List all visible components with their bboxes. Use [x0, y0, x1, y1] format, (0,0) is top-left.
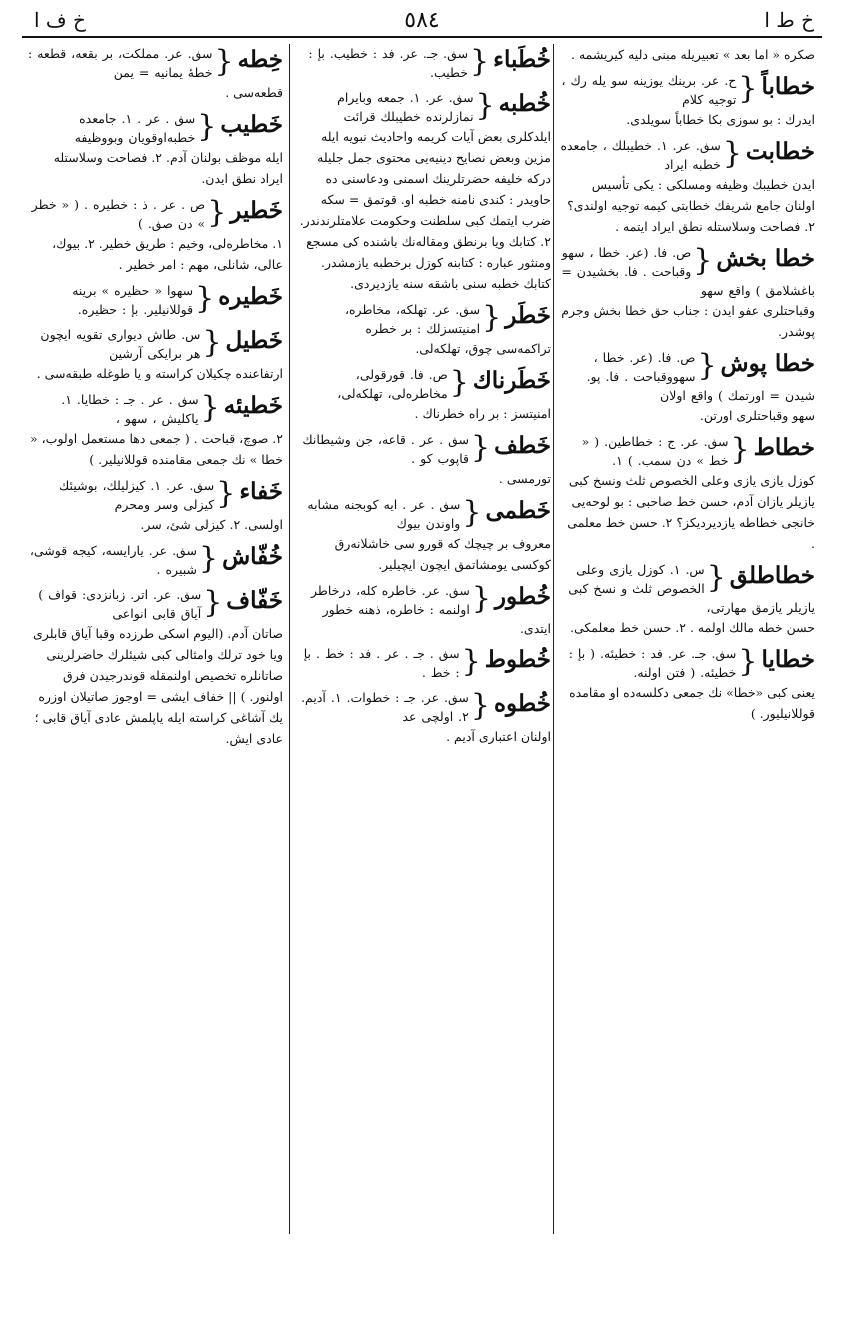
headword: خطا بخش: [716, 245, 815, 272]
entry-grammar-note: سڧ . عر . ايه كوبجنه مشابه واوندن بيوك: [307, 497, 461, 531]
headword-block: [238, 45, 283, 75]
brace-mark: {: [730, 432, 750, 467]
headword-block: [494, 431, 551, 461]
entry-definition: معروف بر چيچك كه قورو سى خاشلانه‌رق كوكسى يومشاتمق ايچون ايچيلير.: [334, 536, 551, 572]
entry-definition: صاتان آدم. (اليوم اسكى طرزده وقبا آياق قابلرى ويا خود ترلك وامثالى كبى شيئلرك حاضرلرينى صاتانلره تخصيص اولنمقله قوندرجيدن فرق اولنور. ) || خفاف ايشى = اوجوز صاتيلان اوزره يك آشاغى كراسته ايله ياپلمش عادى آياق قابى ؛ عادى ايش.: [33, 626, 283, 746]
brace-mark: {: [722, 136, 742, 171]
dictionary-entry: [560, 44, 815, 65]
entry-grammar-note: سهوا « حظيره » برينه قوللانيلير. بإ : حظيره.: [72, 283, 194, 317]
headword-block: [716, 244, 815, 274]
headword: خَفاء: [239, 478, 283, 505]
headword: خطاط: [753, 434, 815, 461]
entry-definition: اولسى. ٢. كيزلى شئ، سر.: [140, 517, 283, 532]
dictionary-entry: [296, 300, 551, 359]
brace-mark: {: [197, 109, 217, 144]
headword-block: [230, 196, 283, 226]
brace-mark: {: [462, 495, 482, 530]
dictionary-entry: [296, 581, 551, 638]
header-left-guide-word: خ ف ا: [34, 8, 86, 32]
headword-block: [220, 110, 283, 140]
headword: خَفّاف: [226, 587, 283, 614]
brace-mark: {: [195, 281, 215, 316]
entry-definition: ارتفاعنده چكيلان كراسته و يا طوغله طبقه‌سى .: [36, 366, 283, 381]
entry-grammar-note: ح. عر. برينك يوزينه سو يله رك ، توجيه كلام: [561, 73, 737, 107]
entry-definition: قطعه‌سى .: [225, 85, 283, 100]
dictionary-entry: [560, 644, 815, 724]
headword: خَطيب: [220, 111, 283, 138]
entry-definition: حسن خطه مالك اولمه . ٢. حسن خط معلمكى.: [570, 620, 815, 635]
brace-mark: {: [697, 348, 717, 383]
brace-mark: {: [738, 71, 758, 106]
dictionary-entry: [28, 541, 283, 579]
headword: خُطوه: [493, 690, 551, 717]
entry-grammar-note: سڧ. عر. تهلكه، مخاطره، امنيتسزلك : بر خطره: [344, 302, 481, 336]
brace-mark: {: [738, 644, 758, 679]
headword-block: [746, 137, 815, 167]
headword: خُطور: [494, 583, 551, 610]
brace-mark: {: [482, 300, 502, 335]
brace-mark: {: [470, 44, 490, 79]
brace-mark: {: [207, 195, 227, 230]
entry-definition: ايدرك : بو سوزى بكا خطاباً سويلدى.: [626, 112, 815, 127]
entry-grammar-note: سڧ . عر . قاعه، جن وشيطانك قاپوب كو .: [302, 432, 469, 466]
page-header: [22, 6, 822, 38]
dictionary-entry: [560, 71, 815, 130]
dictionary-entry: [560, 136, 815, 237]
brace-mark: {: [216, 476, 236, 511]
entry-grammar-note: ص . عر . ذ : خطيره . ( « خطر » دن صڧ. ): [31, 197, 206, 231]
entry-grammar-note: سڧ. عر. خاطره كله، درخاطر اولنمه : خاطره، ذهنه خطور ايتدى.: [310, 583, 551, 636]
entry-definition: ايله موظف بولنان آدم. ٢. فصاحت وسلاستله ايراد نطق ايدن.: [53, 150, 283, 186]
brace-mark: {: [461, 644, 481, 679]
headword-block: [485, 496, 551, 526]
entry-definition: امنيتسز : بر راه خطرناك .: [414, 406, 551, 421]
brace-mark: {: [471, 581, 491, 616]
brace-mark: {: [470, 688, 490, 723]
headword-block: [239, 477, 283, 507]
brace-mark: {: [198, 541, 219, 576]
headword-block: [505, 301, 551, 331]
dictionary-entry: [28, 281, 283, 319]
entry-definition: سهو وقباحتلرى اورتن.: [699, 408, 815, 423]
header-right-guide-word: خ ط ا: [764, 8, 814, 32]
entry-grammar-note: سڧ. جـ. عر. فد : خطيئه. ( بإ : خطيئه. ( فتن اولنه.: [568, 646, 737, 680]
headword: خَطَرناك: [472, 367, 551, 394]
dictionary-entry: [560, 560, 815, 638]
dictionary-entry: [296, 44, 551, 82]
column-divider: [289, 44, 290, 1234]
column-middle: [296, 44, 551, 1244]
brace-mark: {: [200, 390, 220, 425]
brace-mark: {: [214, 44, 234, 79]
headword: خَطمى: [485, 497, 551, 524]
headword-block: [721, 349, 815, 379]
headword: خُطبه: [498, 90, 551, 117]
entry-grammar-note: سڧ . عر . ١. جامعده خطبه‌اوقويان وبووظيفه: [74, 111, 196, 145]
headword: خطاباً: [761, 73, 815, 100]
entry-grammar-note: سڧ. عر. ج : خطاطين. ( « خط » دن سمب. ) ١.: [581, 434, 729, 468]
headword-block: [499, 89, 551, 119]
headword-block: [493, 45, 551, 75]
entry-grammar-note: سڧ. عر. ١. كيزليلك، بوشيئك كيزلى وسر ومحرم: [59, 478, 215, 512]
headword-block: [761, 645, 815, 675]
headword-block: [485, 645, 551, 675]
entry-definition: تورمسى .: [498, 471, 551, 486]
headword-block: [226, 586, 283, 616]
headword-block: [218, 282, 283, 312]
headword: خُفّاش: [222, 543, 283, 570]
entry-grammar-note: ص. فا. (عر. خطا ، سهووقباحت . فا. پو. شيدن = اورتمك ) واقع اولان: [586, 350, 815, 403]
dictionary-entry: [28, 325, 283, 384]
headword: خُطوط: [484, 646, 551, 673]
entry-definition: تراكمه‌سى چوق، تهلكه‌لى.: [415, 341, 551, 356]
headword-block: [226, 326, 283, 356]
entry-definition: يعنى كبى «خطا» نك جمعى دكلسه‌ده او مقامده قوللانيليور. ): [569, 685, 815, 721]
entry-definition: اولنان اعتبارى آديم .: [446, 729, 551, 744]
entry-grammar-note: سڧ. جـ. عر. فد : خطيب. بإ : خطيب.: [308, 46, 469, 80]
entry-grammar-note: سڧ. عر. اتر. زبانزدى: قواف ) آياق قابى انواعى: [38, 587, 202, 621]
entry-grammar-note: س. طاش ديوارى تقويه ايچون هر برايكى آرشين: [40, 327, 201, 361]
headword-block: [761, 72, 815, 102]
headword: خُطَباء: [493, 46, 551, 73]
brace-mark: {: [475, 88, 495, 123]
dictionary-entry: [560, 432, 815, 554]
dictionary-entry: [296, 430, 551, 489]
dictionary-entry: [296, 644, 551, 682]
headword: خطا پوش: [720, 350, 815, 377]
headword: خَطيئه: [223, 392, 283, 419]
entry-definition: كوزل يازى يازى وعلى الخصوص ثلث ونسخ كبى يازيلر يازان آدم، حسن خط صاحبى : بو لوحه‌يى خانجى خطاطه يازديرديكز؟ ٢. حسن خط معلمى .: [567, 473, 815, 551]
column-divider: [553, 44, 554, 1234]
headword: خطاطلق: [729, 562, 815, 589]
dictionary-entry: [28, 585, 283, 749]
entry-definition: وقباحتلرى عفو ايدن : جناب حق خطا بخش وجرم پوشدر.: [561, 303, 815, 339]
entry-definition: ٢. صوچ، قباحت . ( جمعى دها مستعمل اولوب، « خطا » نك جمعى مقامنده قوللانيلير. ): [30, 431, 283, 467]
entry-definition: ١. مخاطره‌لى، وخيم : طريق خطير. ٢. بيوك، عالى، شانلى، مهم : امر خطير .: [52, 236, 283, 272]
dictionary-entry: [28, 109, 283, 189]
dictionary-entry: [28, 195, 283, 275]
headword-block: [222, 542, 283, 572]
headword-block: [754, 433, 815, 463]
brace-mark: {: [449, 365, 469, 400]
headword-block: [495, 582, 551, 612]
headword: خَطيل: [225, 327, 283, 354]
page-number: ٥٨٤: [404, 8, 440, 33]
headword-block: [473, 366, 551, 396]
entry-grammar-note: سڧ . جـ . عر . فد : خط . بإ : خط .: [303, 646, 460, 680]
entry-grammar-note: ص. فا. (عر. خطا ، سهو وقباحت . فا. بخشيدن = باغشلامق ) واقع سهو: [561, 245, 815, 298]
headword: خطابت: [745, 138, 815, 165]
dictionary-entry: [28, 44, 283, 103]
entry-grammar-note: سڧ . عر . جـ : خطايا. ١. ياكليش ، سهو ،: [61, 392, 199, 426]
headword: خَطير: [230, 197, 283, 224]
entry-definition: ايدن خطيبك وظيفه ومسلكى : يكى تأسيس اولنان جامع شريفك خطابتى كيمه توجيه اولندى؟ ٢. فصاحت وسلاستله نطق ايراد ايتمه .: [567, 177, 815, 234]
brace-mark: {: [202, 325, 222, 360]
entry-grammar-note: ص. فا. قورقولى، مخاطره‌لى، تهلكه‌لى،: [337, 367, 448, 401]
dictionary-entry: [560, 348, 815, 426]
headword-block: [224, 391, 283, 421]
headword: خَطيره: [218, 283, 283, 310]
headword: خَطف: [494, 432, 551, 459]
headword: خطايا: [761, 646, 815, 673]
brace-mark: {: [203, 585, 223, 620]
dictionary-entry: [296, 495, 551, 575]
entry-grammar-note: سڧ. عر. ١. جمعه وبايرام نمازلرنده خطيبلك قرائت: [337, 90, 474, 124]
headword: خِطه: [237, 46, 283, 73]
column-right: [560, 44, 815, 1244]
column-left: [28, 44, 283, 1244]
entry-definition: صكره « اما بعد » تعبيريله مبنى دليه كيريشمه .: [571, 47, 815, 62]
entry-grammar-note: سڧ. عر. ١. خطيبلك ، جامعده خطبه ايراد: [560, 138, 721, 172]
dictionary-entry: [28, 476, 283, 535]
entry-definition: ايلدكلرى بعض آيات كريمه واحاديث نبويه ايله مزين وبعض نصايح دينيه‌يى محتوى جمل جليله دركه خليفه حضرتلرينك اسمنى ودعاسنى ده حاويدر : كندى نامنه خطبه او. قوتمق = سكه ضرب ايتمك كبى سلطنت وحكومت علامتلرندندر. ٢. كتابك ويا برنطق ومقاله‌نك باشنده كى مسجع ومنثور عباره : كتابنه كوزل برخطبه يازمشدر. كتابك خطبه سنى باشقه سنه يازديردى.: [299, 129, 551, 291]
dictionary-entry: [296, 88, 551, 294]
brace-mark: {: [693, 243, 713, 278]
dictionary-entry: [296, 688, 551, 747]
brace-mark: {: [706, 560, 726, 595]
entry-grammar-note: س. ١. كوزل يازى وعلى الخصوص ثلث و نسخ كبى يازيلر يازمق مهارتى،: [568, 562, 815, 615]
headword-block: [730, 561, 815, 591]
headword-block: [494, 689, 551, 719]
dictionary-entry: [560, 243, 815, 342]
brace-mark: {: [471, 430, 491, 465]
dictionary-entry: [296, 365, 551, 424]
entry-grammar-note: سڧ. عر. جـ : خطوات. ١. آديم. ٢. اولچى عد: [301, 690, 469, 724]
entry-grammar-note: سڧ. عر. مملكت، بر بقعه، قطعه : خطۀ يمانيه = يمن: [28, 46, 213, 80]
headword: خَطَر: [505, 302, 551, 329]
entry-grammar-note: سڧ. عر. يارايسه، كيجه قوشى، شبيره .: [29, 543, 197, 577]
dictionary-entry: [28, 390, 283, 470]
